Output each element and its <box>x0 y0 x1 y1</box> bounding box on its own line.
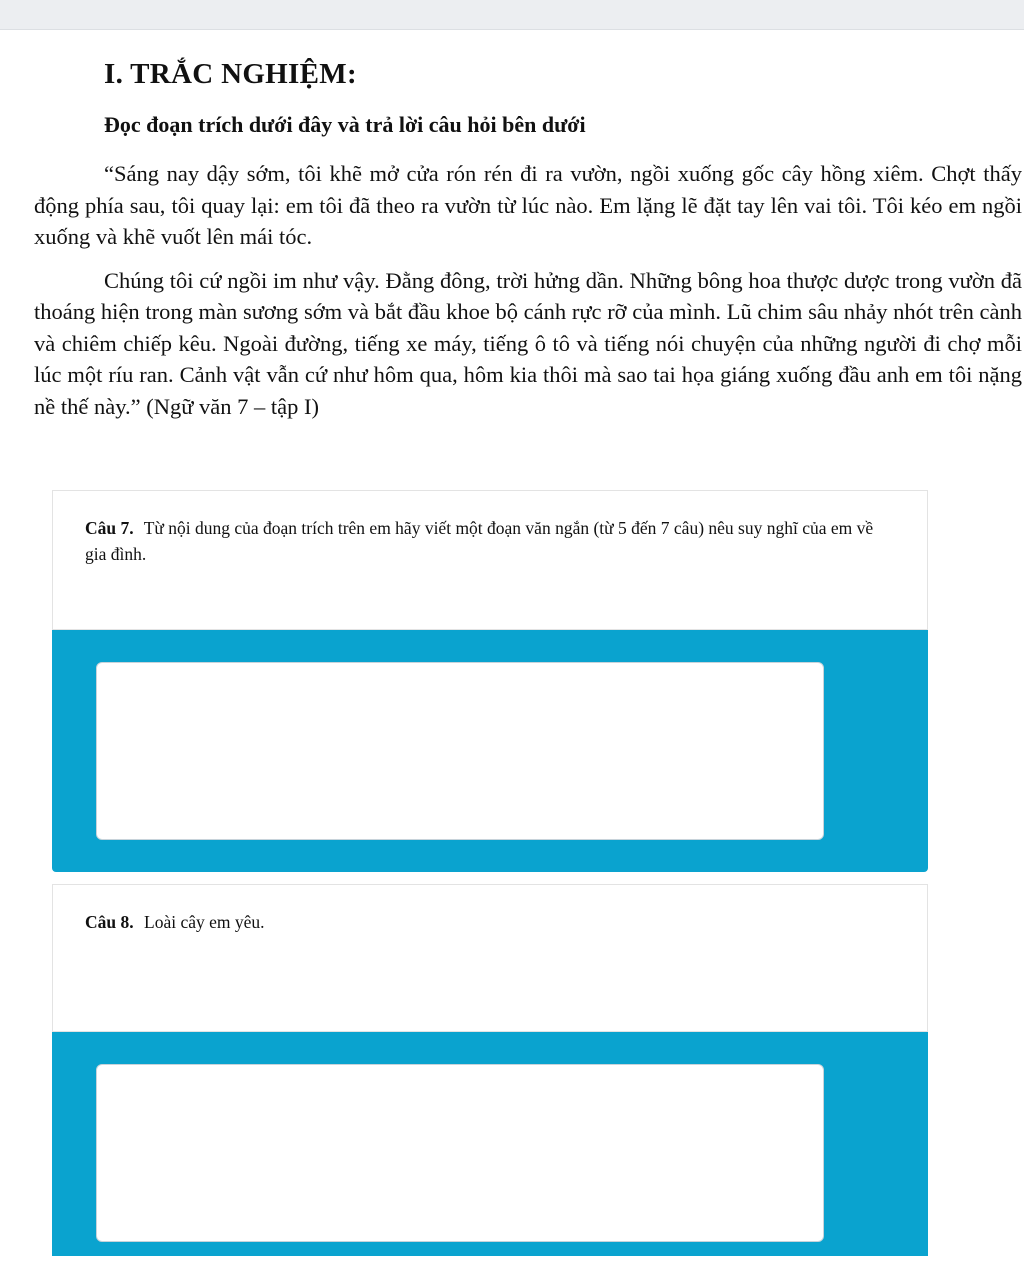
question-prompt-8 <box>53 885 927 935</box>
passage-paragraph-2: Chúng tôi cứ ngồi im như vậy. Đằng đông, trời hửng dần. Những bông hoa thược dược trong vườn đã thoáng hiện trong màn sương sớm và bắt đầu khoe bộ cánh rực rỡ của mình. Lũ chim sâu nhảy nhót trên cành và chiêm chiếp kêu. Ngoài đường, tiếng xe máy, tiếng ô tô và tiếng nói chuyện của những người đi chợ mỗi lúc một ríu ran. Cảnh vật vẫn cứ như hôm qua, hôm kia thôi mà sao tai họa giáng xuống đầu anh em tôi nặng nề thế này.” (Ngữ văn 7 – tập I) <box>34 267 1022 419</box>
passage-paragraph-1: “Sáng nay dậy sớm, tôi khẽ mở cửa rón rén đi ra vườn, ngồi xuống gốc cây hồng xiêm. Chợt thấy động phía sau, tôi quay lại: em tôi đã theo ra vườn từ lúc nào. Em lặng lẽ đặt tay lên vai tôi. Tôi kéo em ngồi xuống và khẽ vuốt lên mái tóc. <box>34 161 1022 249</box>
question-text-8: Loài cây em yêu. <box>144 912 265 932</box>
reading-instruction: Đọc đoạn trích dưới đây và trả lời câu hỏi bên dưới <box>104 112 586 137</box>
question-number-7: Câu 7. <box>85 518 134 538</box>
answer-input-7[interactable] <box>96 662 824 840</box>
reading-passage <box>34 158 1022 434</box>
answer-panel-8 <box>52 1032 928 1256</box>
question-card-8 <box>52 884 928 1032</box>
question-text-7: Từ nội dung của đoạn trích trên em hãy viết một đoạn văn ngắn (từ 5 đến 7 câu) nêu suy nghĩ của em về gia đình. <box>85 518 874 564</box>
question-prompt-7 <box>53 491 927 567</box>
question-card-7 <box>52 490 928 630</box>
answer-input-8[interactable] <box>96 1064 824 1242</box>
browser-top-strip <box>0 0 1024 30</box>
question-number-8: Câu 8. <box>85 912 134 932</box>
answer-panel-7 <box>52 630 928 872</box>
section-heading: I. TRẮC NGHIỆM: <box>104 58 357 90</box>
